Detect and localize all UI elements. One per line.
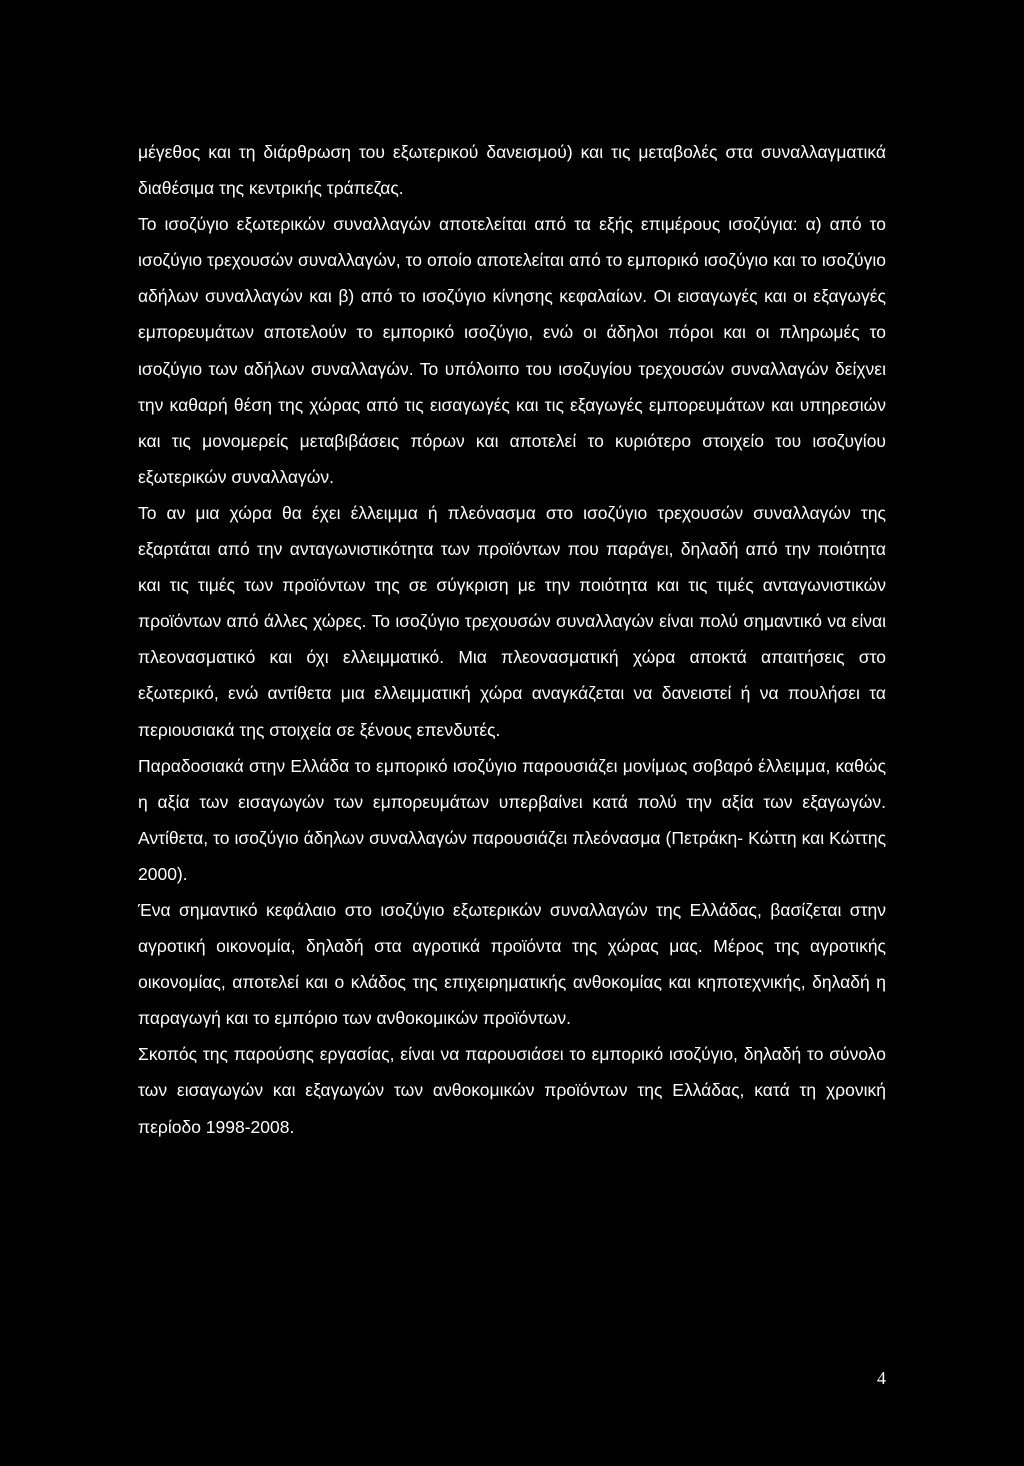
- paragraph-2: Το ισοζύγιο εξωτερικών συναλλαγών αποτελείται από τα εξής επιμέρους ισοζύγια: α) από το ισοζύγιο τρεχουσών συναλλαγών, το οποίο αποτελείται από το εμπορικό ισοζύγιο και το ισοζύγιο αδήλων συναλλαγών και β) από το ισοζύγιο κίνησης κεφαλαίων. Οι εισαγωγές και οι εξαγωγές εμπορευμάτων αποτελούν το εμπορικό ισοζύγιο, ενώ οι άδηλοι πόροι και οι πληρωμές το ισοζύγιο των αδήλων συναλλαγών. Το υπόλοιπο του ισοζυγίου τρεχουσών συναλλαγών δείχνει την καθαρή θέση της χώρας από τις εισαγωγές και τις εξαγωγές εμπορευμάτων και υπηρεσιών και τις μονομερείς μεταβιβάσεις πόρων και αποτελεί το κυριότερο στοιχείο του ισοζυγίου εξωτερικών συναλλαγών.: [138, 214, 886, 487]
- page-number: 4: [877, 1368, 886, 1388]
- paragraph-6: Σκοπός της παρούσης εργασίας, είναι να παρουσιάσει το εμπορικό ισοζύγιο, δηλαδή το σύνολο των εισαγωγών και εξαγωγών των ανθοκομικών προϊόντων της Ελλάδας, κατά τη χρονική περίοδο 1998-2008.: [138, 1044, 886, 1137]
- paragraph-4: Παραδοσιακά στην Ελλάδα το εμπορικό ισοζύγιο παρουσιάζει μονίμως σοβαρό έλλειμμα, καθώς η αξία των εισαγωγών των εμπορευμάτων υπερβαίνει κατά πολύ την αξία των εξαγωγών. Αντίθετα, το ισοζύγιο άδηλων συναλλαγών παρουσιάζει πλεόνασμα (Πετράκη- Κώττη και Κώττης 2000).: [138, 755, 886, 884]
- paragraph-3: Το αν μια χώρα θα έχει έλλειμμα ή πλεόνασμα στο ισοζύγιο τρεχουσών συναλλαγών της εξαρτάται από την ανταγωνιστικότητα των προϊόντων που παράγει, δηλαδή από την ποιότητα και τις τιμές των προϊόντων της σε σύγκριση με την ποιότητα και τις τιμές ανταγωνιστικών προϊόντων από άλλες χώρες. Το ισοζύγιο τρεχουσών συναλλαγών είναι πολύ σημαντικό να είναι πλεονασματικό και όχι ελλειμματικό. Μια πλεονασματική χώρα αποκτά απαιτήσεις στο εξωτερικό, ενώ αντίθετα μια ελλειμματική χώρα αναγκάζεται να δανειστεί ή να πουλήσει τα περιουσιακά της στοιχεία σε ξένους επενδυτές.: [138, 502, 886, 740]
- body-text: [138, 134, 886, 1145]
- paragraph-5: Ένα σημαντικό κεφάλαιο στο ισοζύγιο εξωτερικών συναλλαγών της Ελλάδας, βασίζεται στην αγροτική οικονομία, δηλαδή στα αγροτικά προϊόντα της χώρας μας. Μέρος της αγροτικής οικονομίας, αποτελεί και ο κλάδος της επιχειρηματικής ανθοκομίας και κηποτεχνικής, δηλαδή η παραγωγή και το εμπόριο των ανθοκομικών προϊόντων.: [138, 899, 886, 1029]
- paragraph-1: μέγεθος και τη διάρθρωση του εξωτερικού δανεισμού) και τις μεταβολές στα συναλλαγματικά διαθέσιμα της κεντρικής τράπεζας.: [138, 142, 886, 199]
